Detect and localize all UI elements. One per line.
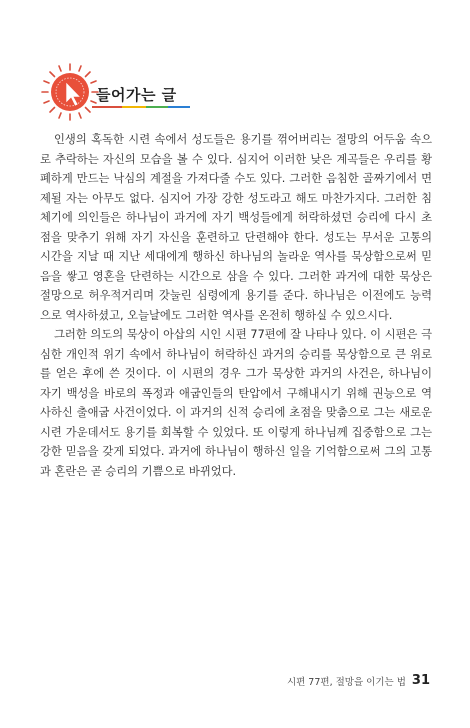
body-text [40, 130, 432, 481]
section-header [40, 62, 180, 122]
title-underline [92, 106, 190, 108]
page-footer [287, 673, 430, 688]
page-number: 31 [411, 673, 430, 688]
paragraph: 인생의 혹독한 시련 속에서 성도들은 용기를 꺾어버리는 절망의 어두움 속으로 추락하는 자신의 모습을 볼 수 있다. 심지어 이러한 낮은 계곡들은 우리를 황폐하게 만드는 낙심의 계절을 가져다줄 수도 있다. 그러한 음침한 골짜기에서 면제될 자는 아무도 없다. 심지어 가장 강한 성도라고 해도 마찬가지다. 그러한 침체기에 의인들은 하나님이 과거에 자기 백성들에게 허락하셨던 승리에 다시 초점을 맞추기 위해 자기 자신을 훈련하고 단련해야 한다. 성도는 무서운 고통의 시간을 지날 때 지난 세대에게 행하신 하나님의 놀라운 역사를 묵상함으로써 믿음을 쌓고 영혼을 단련하는 시간으로 삼을 수 있다. 그러한 과거에 대한 묵상은 절망으로 허우적거리며 갓눌린 심령에게 용기를 준다. 하나님은 이전에도 능력으로 역사하셨고, 오늘날에도 그러한 역사를 온전히 행하실 수 있으시다. [40, 133, 432, 322]
running-title: 시편 77편, 절망을 이기는 법 [286, 676, 406, 688]
section-title: 들어가는 글 [96, 86, 177, 104]
paragraph: 그러한 의도의 묵상이 아삽의 시인 시편 77편에 잘 나타나 있다. 이 시편은 극심한 개인적 위기 속에서 하나님이 허락하신 과거의 승리를 묵상함으로 큰 위로를 얻은 후에 쓴 것이다. 이 시편의 경우 그가 묵상한 과거의 사건은, 하나님이 자기 백성을 바로의 폭정과 애굽인들의 탄압에서 구해내시기 위해 권능으로 역사하신 출애굽 사건이었다. 이 과거의 신적 승리에 초점을 맞춤으로 그는 새로운 시련 가운데서도 용기를 회복할 수 있었다. 또 이렇게 하나님께 집중함으로 그는 강한 믿음을 갖게 되었다. 과거에 하나님이 행하신 일을 기억함으로써 그의 고통과 혼란은 곧 승리의 기쁨으로 바뀌었다. [40, 328, 432, 478]
cursor-click-icon [40, 62, 100, 122]
